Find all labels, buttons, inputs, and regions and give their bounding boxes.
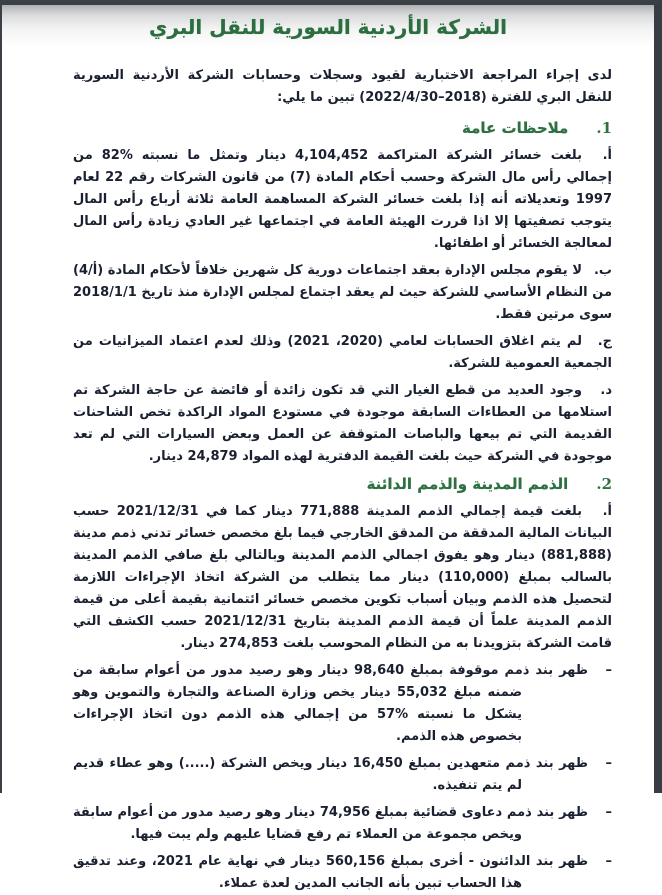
document-body	[2, 49, 654, 895]
list-item	[73, 331, 612, 375]
bullet-text: ظهر بند الدائنون - أخرى بمبلغ 560,156 دينار في نهاية عام 2021، وعند تدقيق هذا الحساب تبين بأنه الجانب المدين لعدة عملاء.	[73, 854, 588, 891]
bullet-item	[73, 802, 612, 846]
bullet-text: ظهر بند ذمم متعهدين بمبلغ 16,450 دينار ويخص الشركة (.....) وهو عطاء قديم لم يتم تنفيذه.	[73, 756, 588, 793]
item-text: وجود العديد من قطع الغيار التي قد تكون زائدة أو فائضة عن حاجة الشركة تم استلامها من العطاءات السابقة موجودة في مستودع المواد الراكدة تخص الشاحنات القديمة التي تم بيعها والباصات المتوقفة عن العمل وبعض السيارات التي لم تعد موجودة في الشركة حيث بلغت القيمة الدفترية لهذه المواد 24,879 دينار.	[73, 383, 612, 464]
section-number: 2.	[596, 475, 612, 493]
item-text: بلغت خسائر الشركة المتراكمة 4,104,452 دينار وتمثل ما نسبته %82 من إجمالي رأس مال الشركة وحسب أحكام المادة (7) من قانون الشركات رقم 22 لعام 1997 وتعديلاته أنه إذا بلغت خسائر الشركة المساهمة العامة ثلاثة أرباع رأس المال يتوجب تصفيتها إلا اذا قررت الهيئة العامة في اجتماعها غير العادي زيادة رأس المال لمعالجة الخسائر أو اطفائها.	[73, 148, 613, 251]
document-header	[2, 5, 654, 49]
section-2-heading	[73, 473, 612, 495]
dash-marker: –	[605, 756, 612, 771]
item-marker: أ.	[602, 148, 612, 163]
list-item	[73, 501, 612, 655]
list-item	[73, 260, 612, 326]
bullet-item	[73, 851, 612, 895]
bullet-item	[73, 660, 612, 748]
intro-paragraph: لدى إجراء المراجعة الاختبارية لقيود وسجلات وحسابات الشركة الأردنية السورية للنقل البري للفترة (2018–2022/4/30) تبين ما يلي:	[73, 68, 612, 105]
list-item	[73, 380, 612, 468]
item-text: لم يتم اغلاق الحسابات لعامي (2020، 2021) وذلك لعدم اعتماد الميزانيات من الجمعية العمومية للشركة.	[73, 334, 612, 371]
section-title: الذمم المدينة والذمم الدائنة	[366, 475, 569, 493]
bullet-text: ظهر بند ذمم دعاوى قضائية بمبلغ 74,956 دينار وهو رصيد مدور من أعوام سابقة ويخص مجموعة من العملاء تم رفع قضايا عليهم ولم يبت فيها.	[73, 805, 588, 842]
item-marker: ب.	[593, 263, 612, 278]
item-text: بلغت قيمة إجمالي الذمم المدينة 771,888 دينار كما في 2021/12/31 حسب البيانات المالية المدققة من المدقق الخارجي فيما بلغ مخصص خسائر تدني ذمم مدينة (881,888) دينار وهو يفوق اجمالي الذمم المدينة وبالتالي بلغ صافي الذمم المدينة بالسالب بمبلغ (110,000) دينار مما يتطلب من الشركة اتخاذ الإجراءات اللازمة لتحصيل هذه الذمم وبيان أسباب تكوين مخصص خسائر ائتمانية بقيمة أعلى من قيمة الذمم المدينة علماً أن قيمة الذمم المدينة بتاريخ 2021/12/31 حسب الكشف التي قامت الشركة بتزويدنا به من النظام المحوسب بلغت 274,853 دينار.	[73, 504, 613, 651]
dash-marker: –	[605, 854, 612, 869]
list-item	[73, 145, 612, 255]
item-marker: د.	[600, 383, 612, 398]
dash-marker: –	[605, 805, 612, 820]
company-title: الشركة الأردنية السورية للنقل البري	[148, 15, 508, 39]
bullet-text: ظهر بند ذمم موقوفة بمبلغ 98,640 دينار وهو رصيد مدور من أعوام سابقة من ضمنه مبلغ 55,032 دينار يخص وزارة الصناعة والتجارة والتموين وهو يشكل ما نسبته %57 من إجمالي هذه الذمم دون اتخاذ الإجراءات بخصوص هذه الذمم.	[73, 663, 588, 744]
section-title: ملاحظات عامة	[462, 119, 569, 137]
dash-marker: –	[605, 663, 612, 678]
item-marker: أ.	[602, 504, 613, 519]
item-marker: ج.	[597, 334, 612, 349]
bullet-item	[73, 753, 612, 797]
section-1-heading	[73, 117, 612, 139]
section-number: 1.	[596, 119, 612, 137]
item-text: لا يقوم مجلس الإدارة بعقد اجتماعات دورية كل شهرين خلافاً لأحكام المادة (أ/4) من النظام الأساسي للشركة حيث لم يعقد اجتماع لمجلس الإدارة منذ تاريخ 2018/1/1 سوى مرتين فقط.	[73, 263, 612, 322]
